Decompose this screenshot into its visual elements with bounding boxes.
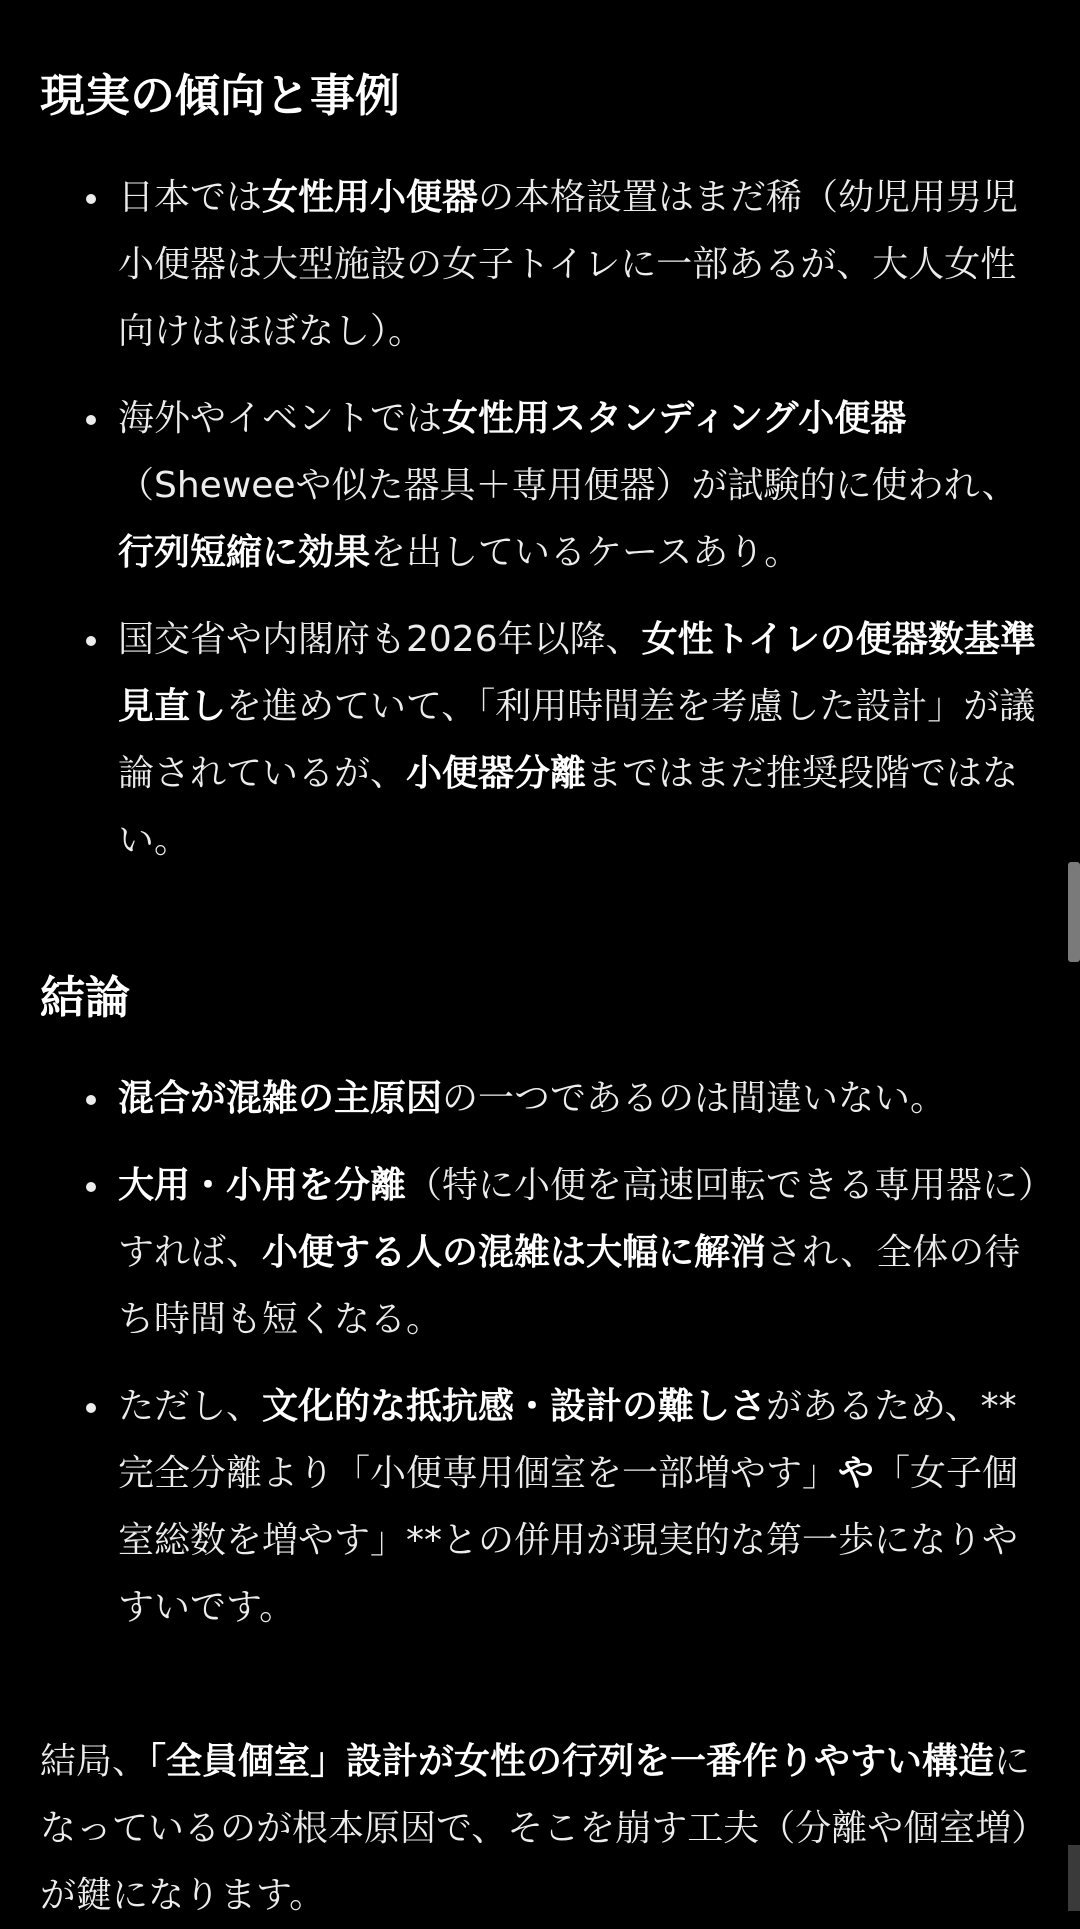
item-text: の一つであるのは間違いない。 xyxy=(442,1078,947,1119)
closing-paragraph xyxy=(40,1728,1040,1929)
item-bold-text: 混合が混雑の主原因 xyxy=(118,1078,443,1119)
list-item xyxy=(40,1373,1040,1641)
scroll-edge-indicator xyxy=(1068,1845,1080,1911)
item-text: 国交省や内閣府も2026年以降、 xyxy=(118,619,642,660)
item-bold-text: 大用・小用を分離 xyxy=(118,1165,407,1206)
list-item xyxy=(40,1065,1040,1132)
item-text: （Sheweeや似た器具＋専用便器）が試験的に使われ、 xyxy=(118,465,1018,506)
item-bold-text: や xyxy=(838,1453,875,1494)
item-text: を進めていて、「利用時間差を考慮した設計」が議論されているが、 xyxy=(118,686,1036,794)
item-text: を出しているケースあり。 xyxy=(370,532,801,573)
item-text: があるため、**完全分離より「小便専用個室を一部増やす」 xyxy=(118,1386,1017,1494)
paragraph-bold-text: 「全員個室」設計が女性の行列を一番作りやすい構造 xyxy=(148,1741,995,1782)
item-bold-text: 行列短縮に効果 xyxy=(118,532,371,573)
item-text: 「女子個室総数を増やす」**との併用が現実的な第一歩になりやすいです。 xyxy=(118,1453,1019,1628)
list-item xyxy=(40,1152,1040,1353)
item-text: され、全体の待ち時間も短くなる。 xyxy=(118,1232,1021,1340)
paragraph-text: になっているのが根本原因で、そこを崩す工夫（分離や個室増）が鍵になります。 xyxy=(40,1741,1031,1916)
item-bold-text: 小便する人の混雑は大幅に解消 xyxy=(262,1232,767,1273)
item-text: （特に小便を高速回転できる専用器に）すれば、 xyxy=(118,1165,1037,1273)
item-bold-text: 小便器分離 xyxy=(406,753,587,794)
section-heading-conclusion: 結論 xyxy=(40,971,131,1024)
list-item xyxy=(40,385,1040,586)
item-text: 海外やイベントでは xyxy=(118,398,443,439)
item-bold-text: 女性用小便器 xyxy=(262,177,479,218)
item-bold-text: 文化的な抵抗感・設計の難しさ xyxy=(262,1386,767,1427)
scrollbar-thumb[interactable] xyxy=(1068,862,1080,962)
item-text: ただし、 xyxy=(118,1386,263,1427)
section-heading-trends: 現実の傾向と事例 xyxy=(40,69,401,122)
paragraph-text: 結局、 xyxy=(40,1741,149,1782)
list-item xyxy=(40,164,1040,365)
item-bold-text: 女性用スタンディング小便器 xyxy=(442,398,907,439)
item-text: の本格設置はまだ稀（幼児用男児小便器は大型施設の女子トイレに一部あるが、大人女性向けはほぼなし）。 xyxy=(118,177,1019,352)
item-text: まではまだ推奨段階ではない。 xyxy=(118,753,1019,861)
item-bold-text: 女性トイレの便器数基準見直し xyxy=(118,619,1036,727)
item-text: 日本では xyxy=(118,177,263,218)
list-item xyxy=(40,606,1040,874)
conclusion-list xyxy=(40,1065,1040,1641)
trends-list xyxy=(40,164,1040,874)
